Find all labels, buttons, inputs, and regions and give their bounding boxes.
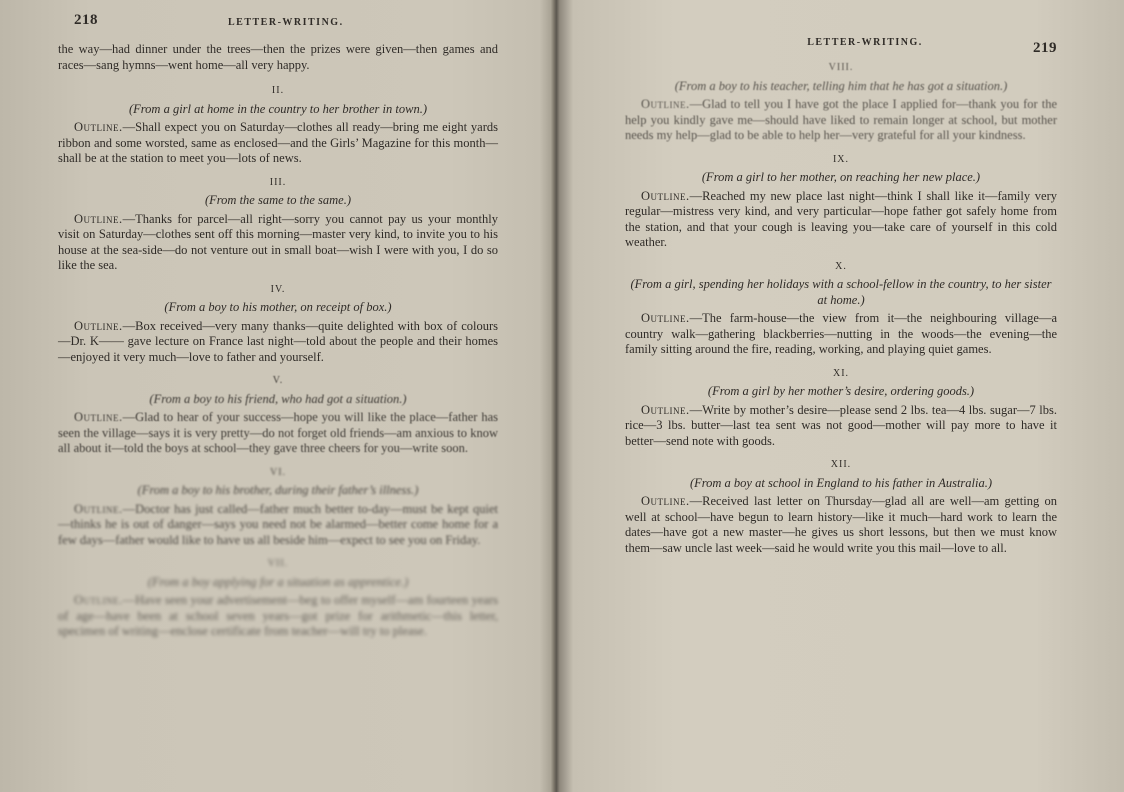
letter-heading: (From a boy to his mother, on receipt of box.) bbox=[164, 300, 392, 314]
letter-outline bbox=[625, 259, 1057, 358]
letter-heading: (From a boy to his friend, who had got a situation.) bbox=[149, 391, 407, 406]
outline-text: —Have seen your advertisement—beg to offer myself—am fourteen years of age—have been at school seven years—got prize for arithmetic—this letter, specimen of writing—enclose certificate from teacher—will try to please. bbox=[58, 593, 498, 638]
outline-label: Outline. bbox=[74, 593, 123, 607]
left-running-head bbox=[58, 12, 498, 34]
left-page-number: 218 bbox=[74, 12, 98, 28]
letter-outline bbox=[625, 152, 1057, 251]
letter-outline bbox=[58, 556, 498, 640]
letter-numeral: VII. bbox=[267, 558, 289, 569]
letter-heading: (From a boy applying for a situation as apprentice.) bbox=[147, 574, 409, 589]
letter-numeral: IX. bbox=[832, 153, 850, 165]
right-page-number: 219 bbox=[1033, 40, 1057, 56]
outline-paragraph bbox=[625, 97, 1057, 144]
outline-label: Outline. bbox=[641, 311, 690, 325]
letter-outline bbox=[625, 60, 1057, 144]
outline-label: Outline. bbox=[641, 494, 690, 508]
letter-heading: (From a girl, spending her holidays with a school-fellow in the country, to her sister at home.) bbox=[630, 277, 1052, 307]
letter-outline bbox=[58, 373, 498, 457]
outline-label: Outline. bbox=[74, 211, 123, 226]
right-running-head bbox=[625, 32, 1057, 54]
letter-numeral: III. bbox=[269, 176, 287, 188]
letter-heading: (From a boy at school in England to his father in Australia.) bbox=[689, 475, 993, 490]
letter-numeral: V. bbox=[272, 375, 284, 386]
outline-label: Outline. bbox=[74, 501, 123, 516]
outline-label: Outline. bbox=[74, 318, 123, 333]
outline-text: —Write by mother’s desire—please send 2 lbs. tea—4 lbs. sugar—7 lbs. rice—3 lbs. butter—last tea sent was not good—mother will pay more to have it better—send note with goods. bbox=[625, 402, 1057, 448]
letter-numeral: IV. bbox=[270, 283, 286, 295]
letter-heading: (From a girl to her mother, on reaching her new place.) bbox=[701, 170, 981, 184]
outline-paragraph bbox=[625, 189, 1057, 251]
letter-outline bbox=[625, 366, 1057, 450]
outline-text: —The farm-house—the view from it—the neighbouring village—a country walk—gathering blackberries—nutting in the woods—the evening—the family sitting around the fire, reading, working, and playing quiet games. bbox=[625, 311, 1057, 356]
letter-numeral: X. bbox=[835, 260, 847, 272]
outline-paragraph bbox=[58, 212, 498, 274]
outline-text: —Received last letter on Thursday—glad all are well—am getting on well at school—have begun to learn history—like it much—hard work to learn the dates—have got a new master—he gives us short lessons, but then we must know them—saw uncle last week—said he would write you this mail—love to all. bbox=[625, 494, 1057, 555]
letter-heading: (From a boy to his brother, during their father’s illness.) bbox=[137, 483, 419, 497]
outline-label: Outline. bbox=[641, 97, 690, 111]
outline-paragraph bbox=[58, 120, 498, 167]
left-page bbox=[58, 0, 498, 792]
letter-numeral: XII. bbox=[830, 459, 852, 470]
left-page-content bbox=[58, 42, 498, 648]
outline-label: Outline. bbox=[641, 188, 690, 203]
outline-label: Outline. bbox=[74, 410, 123, 424]
outline-paragraph bbox=[58, 319, 498, 366]
outline-paragraph bbox=[58, 593, 498, 640]
letter-numeral: VI. bbox=[269, 466, 287, 478]
outline-label: Outline. bbox=[641, 402, 690, 417]
letter-heading: (From a boy to his teacher, telling him that he has got a situation.) bbox=[674, 78, 1008, 93]
letter-heading: (From the same to the same.) bbox=[204, 193, 352, 207]
outline-paragraph bbox=[625, 494, 1057, 556]
letter-heading: (From a girl at home in the country to her brother in town.) bbox=[128, 101, 427, 116]
continuation-paragraph: the way—had dinner under the trees—then the prizes were given—then games and races—sang hymns—went home—all very happy. bbox=[58, 42, 498, 72]
letter-numeral: II. bbox=[271, 85, 285, 96]
outline-text: —Glad to tell you I have got the place I applied for—thank you for the help you kindly gave me—should have liked to remain longer at school, but mother needs my help—glad to be able to help her—very grateful for all your kindness. bbox=[625, 97, 1057, 142]
outline-text: —Reached my new place last night—think I shall like it—family very regular—mistress very kind, and very particular—hope father got safely home from the station, and that your cough is leaving you—take care of yourself in this cold weather. bbox=[625, 188, 1057, 249]
right-page bbox=[625, 0, 1057, 792]
letter-outline bbox=[58, 175, 498, 274]
outline-text: —Shall expect you on Saturday—clothes all ready—bring me eight yards ribbon and some worsted, same as enclosed—and the Girls’ Magazine for this month—shall be at the station to meet you—lots of news. bbox=[58, 120, 498, 165]
outline-label: Outline. bbox=[74, 120, 123, 134]
outline-paragraph bbox=[58, 410, 498, 457]
letter-numeral: XI. bbox=[832, 367, 850, 379]
letter-numeral: VIII. bbox=[828, 62, 854, 73]
letter-outline bbox=[58, 282, 498, 366]
outline-paragraph bbox=[625, 403, 1057, 450]
outline-text: —Box received—very many thanks—quite delighted with box of colours—Dr. K—— gave lecture on France last night—told about the people and their homes—enjoyed it very much—love to father and yourself. bbox=[58, 318, 498, 364]
outline-paragraph bbox=[58, 502, 498, 549]
letter-outline bbox=[625, 457, 1057, 556]
left-running-title: LETTER-WRITING. bbox=[228, 17, 344, 28]
outline-text: —Glad to hear of your success—hope you will like the place—father has seen the village—says it is very pretty—do not forget old friends—am anxious to know all about it—told the boys at school—they gave three cheers for you—write soon. bbox=[58, 410, 498, 455]
right-page-content bbox=[625, 60, 1057, 564]
outline-paragraph bbox=[625, 311, 1057, 358]
letter-outline bbox=[58, 83, 498, 167]
outline-text: —Thanks for parcel—all right—sorry you cannot pay us your monthly visit on Saturday—clothes sent off this morning—master very kind, to invite you to his house at the sea-side—do not venture out in small boat—wish I were with you, I do so like the sea. bbox=[58, 211, 498, 272]
letter-outline bbox=[58, 465, 498, 549]
outline-text: —Doctor has just called—father much better to-day—must be kept quiet—thinks he is out of danger—says you need not be alarmed—better come home for a few days—father would like to have us all beside him—expect to see you on Friday. bbox=[58, 501, 498, 547]
right-running-title: LETTER-WRITING. bbox=[807, 37, 923, 48]
letter-heading: (From a girl by her mother’s desire, ordering goods.) bbox=[707, 384, 975, 398]
